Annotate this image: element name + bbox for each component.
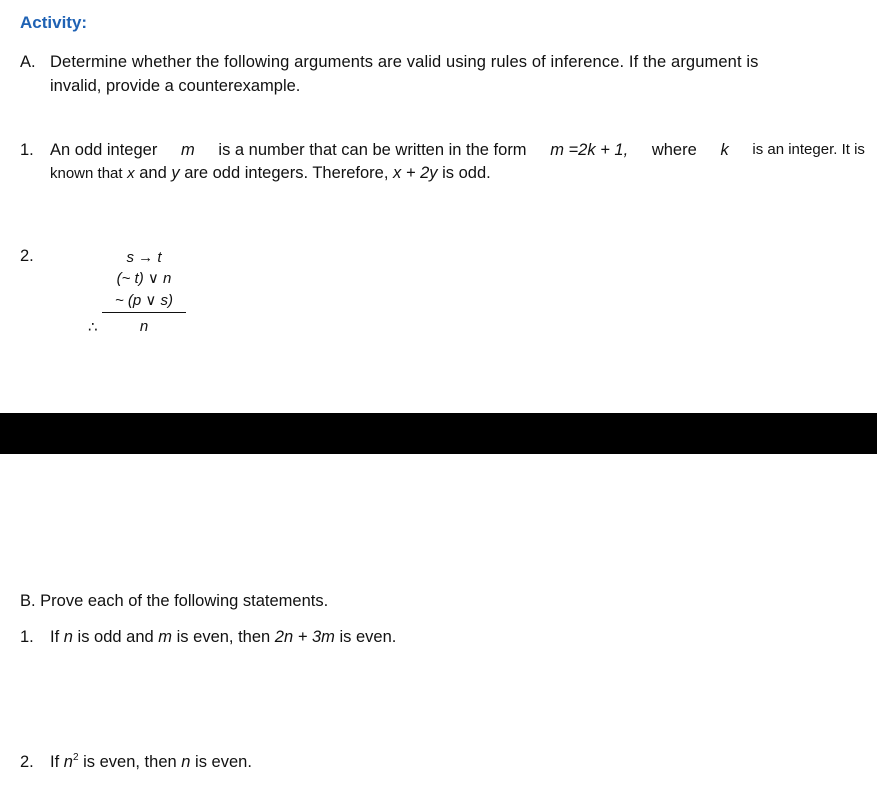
part-b-item-2 [50, 750, 252, 774]
part-a-instruction-line2: invalid, provide a counterexample. [50, 77, 301, 95]
conclusion [96, 316, 192, 337]
part-b-item-2-text-b: is even, then [83, 753, 177, 771]
therefore-symbol: ∴ [88, 319, 98, 336]
part-b-item-1-text-a: If [50, 628, 60, 646]
part-b-item-1 [50, 625, 396, 649]
item-1-text-a: An odd integer [50, 141, 158, 159]
item-1-formula: m =2k + 1, [550, 141, 629, 159]
conclusion-text: n [139, 318, 149, 335]
item-1-line2 [50, 161, 491, 186]
item-1-text-c: where [651, 141, 697, 159]
part-b-heading: B. Prove each of the following statements. [20, 592, 329, 610]
redaction-bar [0, 413, 877, 454]
part-b-item-2-var-n2: n [181, 753, 191, 771]
part-b-item-1-var-n: n [63, 628, 73, 646]
item-1-var-m: m [181, 141, 195, 159]
part-b-item-2-text-c: is even. [195, 753, 252, 771]
part-b-item-2-text-a: If [50, 753, 60, 771]
item-1-var-y: y [171, 164, 180, 182]
item-1-marker: 1. [20, 141, 34, 159]
premise-2 [96, 268, 192, 289]
inference-line [102, 312, 186, 313]
part-b-item-1-var-m: m [158, 628, 173, 646]
part-a-line1-text: Determine whether the following arguments are valid using rules of inference. If the argument is [50, 53, 759, 71]
part-b-item-1-expr: 2n + 3m [274, 628, 335, 646]
premise-3 [96, 290, 192, 311]
item-2-marker: 2. [20, 247, 34, 265]
item-1-line2-text-c: are odd integers. Therefore, [184, 164, 389, 182]
item-1-text-b: is a number that can be written in the form [218, 141, 527, 159]
part-b-item-1-text-d: is even. [339, 628, 397, 646]
item-1-line2-text-a: known that [50, 165, 123, 182]
part-b-item-2-exponent: 2 [72, 752, 79, 763]
item-1-expr: x + 2y [393, 164, 438, 182]
item-1-line2-text-b: and [139, 164, 167, 182]
part-b-item-1-text-b: is odd and [77, 628, 154, 646]
item-1-line2-text-d: is odd. [442, 164, 491, 182]
premise-2-text: (~ t) ∨ n [116, 270, 172, 287]
activity-title: Activity: [20, 13, 88, 32]
item-1-line1 [50, 138, 865, 162]
premise-3-text: ~ (p ∨ s) [114, 292, 174, 309]
part-b-item-1-marker: 1. [20, 628, 34, 646]
item-1-var-x: x [127, 165, 135, 182]
item-1-var-k: k [720, 141, 729, 159]
premise-1-text: s → t [126, 249, 162, 266]
part-b-item-1-text-c: is even, then [176, 628, 271, 646]
part-a-marker: A. [20, 53, 36, 71]
part-a-instruction-line1 [50, 50, 865, 74]
part-b-item-2-var-n: n [63, 753, 73, 771]
premise-1 [96, 247, 192, 268]
part-b-item-2-marker: 2. [20, 753, 34, 771]
item-1-text-d: is an integer. It is [752, 141, 865, 158]
